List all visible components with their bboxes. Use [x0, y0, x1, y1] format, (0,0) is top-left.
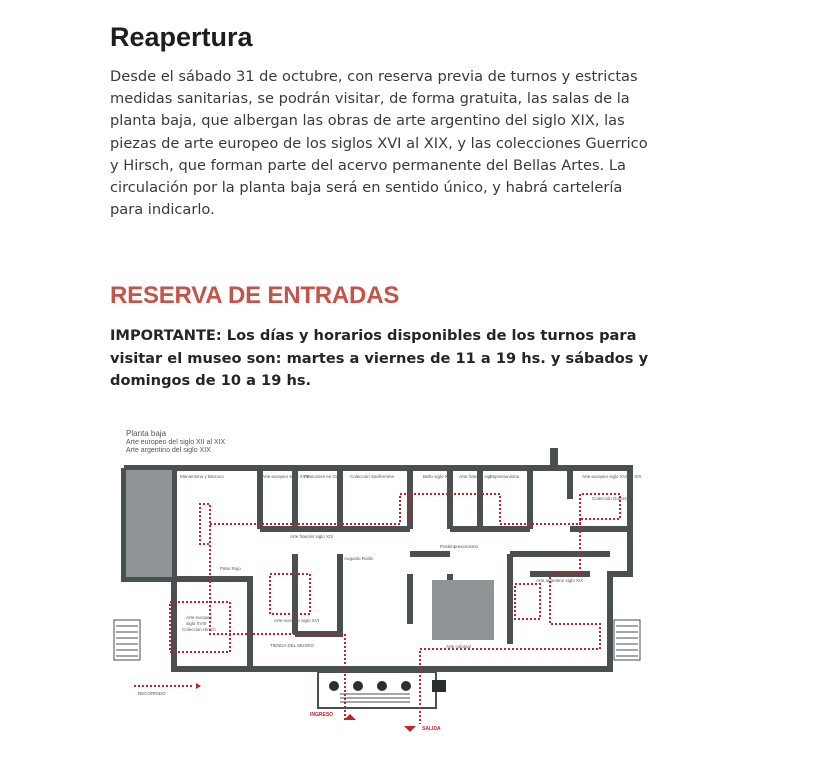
room-label-guerrico: Colección Guerrico — [592, 496, 631, 501]
stairs-left — [114, 620, 140, 660]
room-label-hirsch-line-3: Colección Hirsch — [182, 627, 216, 632]
service-block-left — [126, 470, 172, 577]
stairs-right — [614, 620, 640, 660]
floor-plan-subtitle-1: Arte europeo del siglo XII al XIX — [126, 439, 226, 446]
reapertura-paragraph: Desde el sábado 31 de octubre, con reserva previa de turnos y estrictas medidas sanitarias, se podrán visitar, de forma gratuita, las salas de la planta baja, que albergan las obras de arte argentino del siglo XIX, las piezas de arte europeo de los siglos XVI al XIX, y las colecciones Guerrico y Hirsch, que forman parte del acervo permanente del Bellas Artes. La circulación por la planta baja será en sentido único, y habrá cartelería para indicarlo. — [110, 68, 648, 219]
room-label-patio-rojo: Patio Rojo — [220, 566, 241, 571]
room-label-frances-goya: Franceses en Goya — [304, 474, 344, 479]
exit-arrow-icon — [404, 726, 416, 732]
section-title-reserva: RESERVA DE ENTRADAS — [110, 282, 400, 309]
floor-plan-subtitle-2: Arte argentino del siglo XIX — [126, 447, 211, 454]
room-label-augusto-rodin: Augusto Rodin — [344, 556, 374, 561]
room-label-europeo-xviii: Arte europeo siglo XVIII — [262, 474, 310, 479]
room-label-tienda: TIENDA DEL MUSEO — [270, 643, 314, 648]
room-label-arte-colonial: Arte colonial — [446, 644, 471, 649]
room-label-argentino-xix: Arte argentino siglo XIX — [536, 578, 584, 583]
room-label-europeo-xvii-xix: Arte europeo siglo XVII al XIX — [582, 474, 642, 479]
building-walls — [124, 468, 630, 669]
room-label-bello: Bello siglo XIX — [423, 474, 453, 479]
section-title-reapertura: Reapertura — [110, 22, 253, 52]
room-label-manierismo: Manierismo y Barroco — [180, 474, 224, 479]
room-label-arte-frances-xix: Arte francés siglo XIX — [290, 534, 334, 539]
important-notice: IMPORTANTE: Los días y horarios disponibles de los turnos para visitar el museo son: martes a viernes de 11 a 19 hs. y sábados y domingos de 10 a 19 hs. — [110, 327, 649, 389]
floor-plan-svg — [110, 424, 650, 734]
room-label-impresionismo: Impresionismo — [490, 474, 520, 479]
legend-label: RECORRIDO — [138, 691, 166, 696]
entrance-area — [318, 672, 446, 708]
floor-plan-title: Planta baja — [126, 429, 167, 438]
room-label-hirsch-line-2: siglo XVIII — [186, 621, 207, 626]
stair-block-top — [550, 448, 558, 468]
room-label-europeo-xvi: Arte europeo siglo XVI — [274, 618, 320, 623]
entrance-label: INGRESO — [310, 712, 334, 718]
room-label-sanfermine: Colección Sanfermine — [350, 474, 395, 479]
room-label-postimpresionismo: Postimpresionismo — [440, 544, 479, 549]
room-label-arte-frances: Arte francés siglo — [459, 474, 494, 479]
legend-arrow-icon — [196, 683, 201, 689]
floor-plan-map — [110, 424, 650, 734]
exit-label: SALIDA — [422, 726, 441, 732]
room-label-hirsch-line-1: Arte europeo — [186, 615, 213, 620]
service-block-center — [432, 580, 494, 640]
